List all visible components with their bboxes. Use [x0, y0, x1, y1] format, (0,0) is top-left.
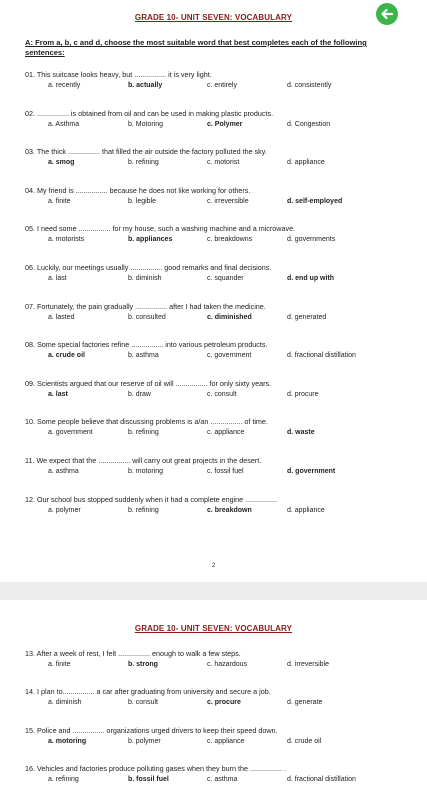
answer-option-c[interactable]: c. government: [207, 352, 252, 360]
question-text: 03. The thick ................ that filled the air outside the factory polluted the sky.: [25, 147, 267, 157]
answer-option-d[interactable]: d. governments: [287, 236, 336, 244]
answer-option-a[interactable]: a. lasted: [48, 313, 75, 321]
answer-option-c[interactable]: c. entirely: [207, 82, 237, 89]
answer-option-a[interactable]: a. finite: [48, 661, 71, 668]
answer-option-d[interactable]: d. fractional distillation: [287, 776, 356, 784]
question-text: 10. Some people believe that discussing problems is a/an ................ of time.: [25, 417, 268, 427]
answer-option-a[interactable]: a. smog: [48, 159, 75, 167]
answer-option-d[interactable]: d. generated: [287, 313, 327, 321]
question-text: 02. ................ is obtained from oil and can be used in making plastic products.: [25, 108, 274, 118]
answer-option-a[interactable]: a. diminish: [48, 699, 82, 707]
answer-option-d[interactable]: d. government: [287, 468, 336, 475]
answer-option-d[interactable]: d. fractional distillation: [287, 352, 356, 360]
answer-option-b[interactable]: b. consult: [128, 699, 158, 707]
answer-option-c[interactable]: c. breakdowns: [207, 236, 253, 244]
back-button[interactable]: [376, 3, 398, 25]
question-text: 04. My friend is ................ because he does not like working for others.: [25, 185, 251, 195]
answer-option-d[interactable]: d. appliance: [287, 506, 325, 514]
answer-option-c[interactable]: c. appliance: [207, 429, 245, 437]
instructions: A: From a, b, c and d, choose the most suitable word that best completes each of the following sentences:: [25, 38, 367, 57]
answer-options: [0, 274, 427, 283]
answer-option-a[interactable]: a. recently: [48, 82, 81, 89]
answer-option-b[interactable]: b. actually: [128, 82, 163, 89]
answer-options: [0, 313, 427, 322]
answer-options: [0, 390, 427, 399]
answer-option-c[interactable]: c. procure: [207, 699, 241, 707]
question-text: 12. Our school bus stopped suddenly when it had a complete engine ................: [25, 494, 278, 504]
answer-option-b[interactable]: b. legible: [128, 197, 157, 205]
answer-options: [0, 120, 427, 129]
page-number: 2: [211, 563, 216, 569]
answer-option-c[interactable]: c. asthma: [207, 776, 238, 784]
answer-option-b[interactable]: b. diminish: [128, 275, 162, 282]
page-title: GRADE 10- UNIT SEVEN: VOCABULARY: [134, 13, 293, 22]
answer-option-a[interactable]: a. Asthma: [48, 120, 80, 128]
answer-option-c[interactable]: c. diminished: [207, 313, 252, 321]
question-text: 09. Scientists argued that our reserve of oil will ................ for only sixty years.: [25, 378, 272, 388]
answer-option-c[interactable]: c. consult: [207, 390, 237, 398]
answer-option-d[interactable]: d. Congestion: [287, 120, 331, 128]
answer-option-a[interactable]: a. crude oil: [48, 352, 85, 360]
worksheet-page-2: [0, 600, 427, 800]
back-arrow-icon: [380, 7, 394, 21]
answer-options: [0, 235, 427, 244]
answer-options: [0, 197, 427, 206]
answer-option-c[interactable]: c. irreversible: [207, 197, 249, 205]
answer-option-d[interactable]: d. consistently: [287, 82, 332, 89]
answer-options: [0, 775, 427, 784]
answer-option-c[interactable]: c. fossil fuel: [207, 468, 244, 475]
answer-option-b[interactable]: b. appliances: [128, 236, 173, 244]
question-text: 01. This suitcase looks heavy, but ................ it is very light.: [25, 70, 212, 79]
page-gap: [0, 582, 427, 600]
answer-option-b[interactable]: b. Motoring: [128, 120, 164, 128]
answer-option-c[interactable]: c. breakdown: [207, 506, 252, 514]
answer-option-a[interactable]: a. polymer: [48, 506, 81, 514]
answer-option-a[interactable]: a. last: [48, 275, 67, 282]
answer-option-a[interactable]: a. government: [48, 429, 93, 437]
answer-option-b[interactable]: b. refining: [128, 506, 159, 514]
answer-options: [0, 698, 427, 707]
answer-option-b[interactable]: b. consulted: [128, 313, 166, 321]
question-text: 13. After a week of rest, I felt ................ enough to walk a few steps.: [25, 649, 241, 658]
answer-options: [0, 737, 427, 746]
question-text: 06. Luckily, our meetings usually ................ good remarks and final decisions.: [25, 263, 272, 272]
question-text: 05. I need some ................ for my house, such a washing machine and a microwave.: [25, 224, 296, 234]
answer-option-b[interactable]: b. draw: [128, 390, 151, 398]
answer-option-b[interactable]: b. asthma: [128, 352, 159, 360]
answer-option-c[interactable]: c. motorist: [207, 159, 240, 167]
question-text: 08. Some special factories refine ................ into various petroleum products.: [25, 340, 268, 350]
answer-option-c[interactable]: c. Polymer: [207, 120, 243, 128]
answer-option-d[interactable]: d. generate: [287, 699, 323, 707]
answer-option-a[interactable]: a. asthma: [48, 468, 79, 475]
answer-option-a[interactable]: a. refining: [48, 776, 79, 784]
answer-options: [0, 81, 427, 90]
question-text: 11. We expect that the ................ will carry out great projects in the desert.: [25, 456, 262, 465]
answer-option-c[interactable]: c. hazardous: [207, 661, 248, 668]
answer-option-d[interactable]: d. self-employed: [287, 197, 343, 205]
answer-options: [0, 158, 427, 167]
answer-option-a[interactable]: a. finite: [48, 197, 71, 205]
answer-options: [0, 506, 427, 515]
answer-options: [0, 351, 427, 360]
answer-options: [0, 428, 427, 437]
answer-option-b[interactable]: b. refining: [128, 429, 159, 437]
answer-option-b[interactable]: b. polymer: [128, 737, 161, 745]
answer-options: [0, 660, 427, 669]
answer-option-d[interactable]: d. waste: [287, 429, 315, 437]
question-text: 16. Vehicles and factories produce polluting gases when they burn the ................ .: [25, 764, 286, 774]
question-text: 07. Fortunately, the pain gradually ................ after I had taken the medicine.: [25, 301, 266, 311]
page-title-2: GRADE 10- UNIT SEVEN: VOCABULARY: [134, 624, 293, 633]
answer-option-d[interactable]: d. crude oil: [287, 737, 322, 745]
answer-option-c[interactable]: c. squander: [207, 275, 244, 282]
answer-option-a[interactable]: a. last: [48, 390, 68, 398]
answer-option-c[interactable]: c. appliance: [207, 737, 245, 745]
answer-option-d[interactable]: d. procure: [287, 390, 319, 398]
answer-option-b[interactable]: b. strong: [128, 661, 158, 668]
question-text: 14. I plan to................ a car after graduating from university and secure a job.: [25, 687, 271, 697]
answer-option-b[interactable]: b. motoring: [128, 468, 164, 475]
answer-options: [0, 467, 427, 476]
answer-option-a[interactable]: a. motorists: [48, 236, 85, 244]
answer-option-d[interactable]: d. appliance: [287, 159, 325, 167]
answer-option-a[interactable]: a. motoring: [48, 737, 87, 745]
answer-option-d[interactable]: d. irreversible: [287, 661, 330, 668]
answer-option-b[interactable]: b. fossil fuel: [128, 776, 169, 784]
answer-option-d[interactable]: d. end up with: [287, 275, 335, 282]
question-text: 15. Police and ................ organizations urged drivers to keep their speed down.: [25, 725, 278, 735]
answer-option-b[interactable]: b. refining: [128, 159, 159, 167]
